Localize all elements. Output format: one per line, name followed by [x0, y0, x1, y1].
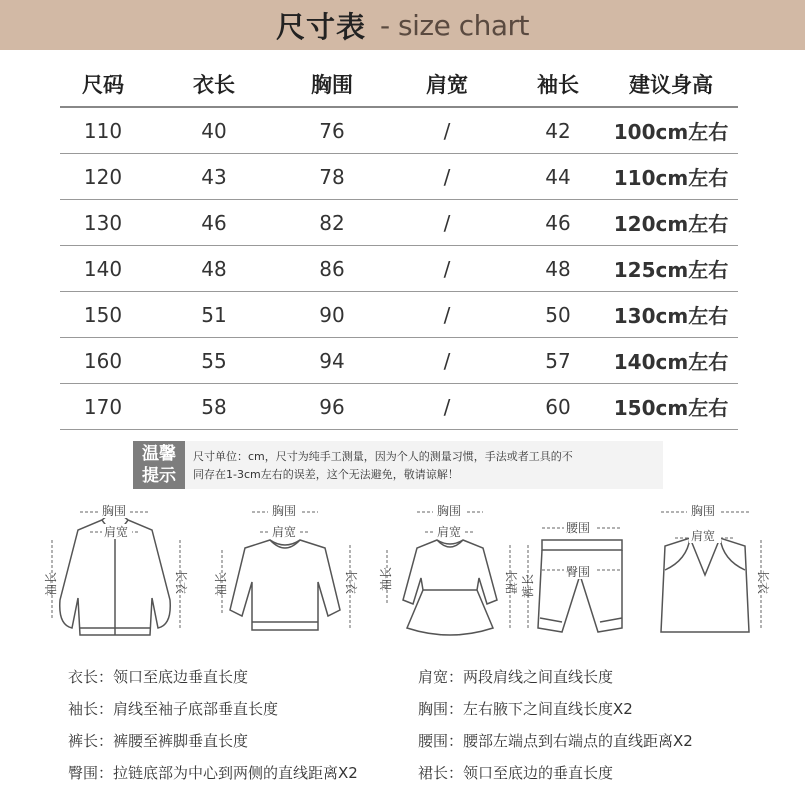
vest-icon: [645, 500, 775, 645]
page-title: 尺寸表: [276, 9, 367, 44]
pants-waist-label: 腰围: [566, 521, 591, 535]
definition-item: 裙长：领口至底边的垂直长度: [418, 764, 614, 782]
dress-icon: [375, 500, 525, 645]
jacket-shoulder-label: 肩宽: [104, 525, 129, 539]
cell-chest: 78: [319, 164, 345, 189]
cell-chest: 90: [319, 302, 345, 327]
cell-chest: 76: [319, 118, 345, 143]
tip-line-2: 同存在1-3cm左右的误差，这个无法避免，敬请谅解！: [193, 468, 459, 481]
cell-size: 150: [83, 302, 123, 327]
cell-length: 46: [201, 210, 227, 235]
cell-length: 51: [201, 302, 227, 327]
pants-diagram: [520, 500, 640, 649]
warm-tip-box: [133, 441, 663, 489]
cell-size: 160: [83, 348, 123, 373]
cell-sleeve: 42: [545, 118, 571, 143]
cell-shoulder: /: [443, 302, 451, 327]
jacket-chest-label: 胸围: [102, 504, 127, 518]
sweater-sleeve-label: 袖长: [214, 571, 228, 596]
tip-line-1: 尺寸单位：cm，尺寸为纯手工测量，因为个人的测量习惯，手法或者工具的不: [193, 450, 573, 463]
cell-chest: 82: [319, 210, 345, 235]
cell-height: 100cm左右: [613, 120, 729, 144]
pants-hip-label: 臀围: [566, 565, 591, 579]
header-length: 衣长: [193, 73, 235, 97]
hoodie-jacket-icon: [40, 500, 190, 645]
vest-chest-label: 胸围: [691, 504, 716, 518]
cell-length: 40: [201, 118, 227, 143]
header-chest: 胸围: [311, 73, 353, 97]
header-sleeve: 袖长: [537, 73, 579, 97]
sweater-diagram: [210, 500, 360, 649]
cell-height: 120cm左右: [613, 212, 729, 236]
cell-length: 58: [201, 394, 227, 419]
warm-tip-badge: [133, 441, 185, 489]
dress-chest-label: 胸围: [437, 504, 462, 518]
cell-shoulder: /: [443, 256, 451, 281]
definition-item: 衣长：领口至底边垂直长度: [68, 668, 249, 686]
cell-size: 120: [83, 164, 123, 189]
cell-height: 130cm左右: [613, 304, 729, 328]
cell-chest: 96: [319, 394, 345, 419]
size-table: [60, 62, 738, 430]
badge-line-2: 提示: [142, 466, 176, 486]
vest-length-label: 长衣: [756, 570, 770, 595]
cell-height: 110cm左右: [613, 166, 729, 190]
table-row: [60, 384, 738, 430]
dress-sleeve-label: 袖长: [379, 566, 393, 591]
cell-shoulder: /: [443, 210, 451, 235]
cell-size: 130: [83, 210, 123, 235]
definition-item: 臀围：拉链底部为中心到两侧的直线距离X2: [68, 764, 358, 782]
cell-shoulder: /: [443, 348, 451, 373]
cell-size: 140: [83, 256, 123, 281]
cell-shoulder: /: [443, 164, 451, 189]
header-size: 尺码: [82, 73, 124, 97]
cell-sleeve: 44: [545, 164, 571, 189]
pants-length-label: 裤长: [521, 573, 535, 598]
page-subtitle: - size chart: [380, 8, 529, 42]
table-row: [60, 200, 738, 246]
table-row: [60, 292, 738, 338]
jacket-sleeve-label: 袖长: [44, 571, 58, 596]
cell-size: 110: [83, 118, 123, 143]
cell-length: 43: [201, 164, 227, 189]
sweater-icon: [210, 500, 360, 645]
definition-item: 胸围：左右腋下之间直线长度X2: [418, 700, 633, 718]
vest-shoulder-label: 肩宽: [691, 529, 716, 543]
cell-chest: 94: [319, 348, 345, 373]
header-shoulder: 肩宽: [426, 73, 468, 97]
cell-sleeve: 46: [545, 210, 571, 235]
cell-shoulder: /: [443, 118, 451, 143]
cell-sleeve: 57: [545, 348, 571, 373]
sweater-shoulder-label: 肩宽: [272, 525, 297, 539]
table-row: [60, 154, 738, 200]
cell-length: 48: [201, 256, 227, 281]
badge-line-1: 温馨: [142, 444, 176, 464]
cell-height: 125cm左右: [613, 258, 729, 282]
cell-sleeve: 50: [545, 302, 571, 327]
garment-diagrams: [30, 500, 780, 645]
table-row: [60, 338, 738, 384]
definition-item: 肩宽：两段肩线之间直线长度: [418, 668, 614, 686]
pants-icon: [520, 500, 640, 645]
sweater-chest-label: 胸围: [272, 504, 297, 518]
dress-length-label: 长裙: [504, 570, 518, 595]
vest-diagram: [645, 500, 775, 649]
dress-diagram: [375, 500, 525, 649]
definition-item: 裤长：裤腰至裤脚垂直长度: [68, 732, 249, 750]
jacket-length-label: 长衣: [174, 570, 188, 595]
cell-size: 170: [83, 394, 123, 419]
cell-length: 55: [201, 348, 227, 373]
cell-chest: 86: [319, 256, 345, 281]
cell-sleeve: 60: [545, 394, 571, 419]
cell-height: 140cm左右: [613, 350, 729, 374]
header-height: 建议身高: [629, 73, 713, 97]
header-banner: [0, 0, 805, 50]
warm-tip-text: [185, 441, 663, 489]
table-row: [60, 108, 738, 154]
jacket-diagram: [40, 500, 190, 649]
table-header: [60, 62, 738, 108]
dress-shoulder-label: 肩宽: [437, 525, 462, 539]
sweater-length-label: 长衣: [344, 570, 358, 595]
table-row: [60, 246, 738, 292]
definition-item: 袖长：肩线至袖子底部垂直长度: [68, 700, 279, 718]
cell-shoulder: /: [443, 394, 451, 419]
definition-item: 腰围：腰部左端点到右端点的直线距离X2: [418, 732, 693, 750]
cell-height: 150cm左右: [613, 396, 729, 420]
cell-sleeve: 48: [545, 256, 571, 281]
